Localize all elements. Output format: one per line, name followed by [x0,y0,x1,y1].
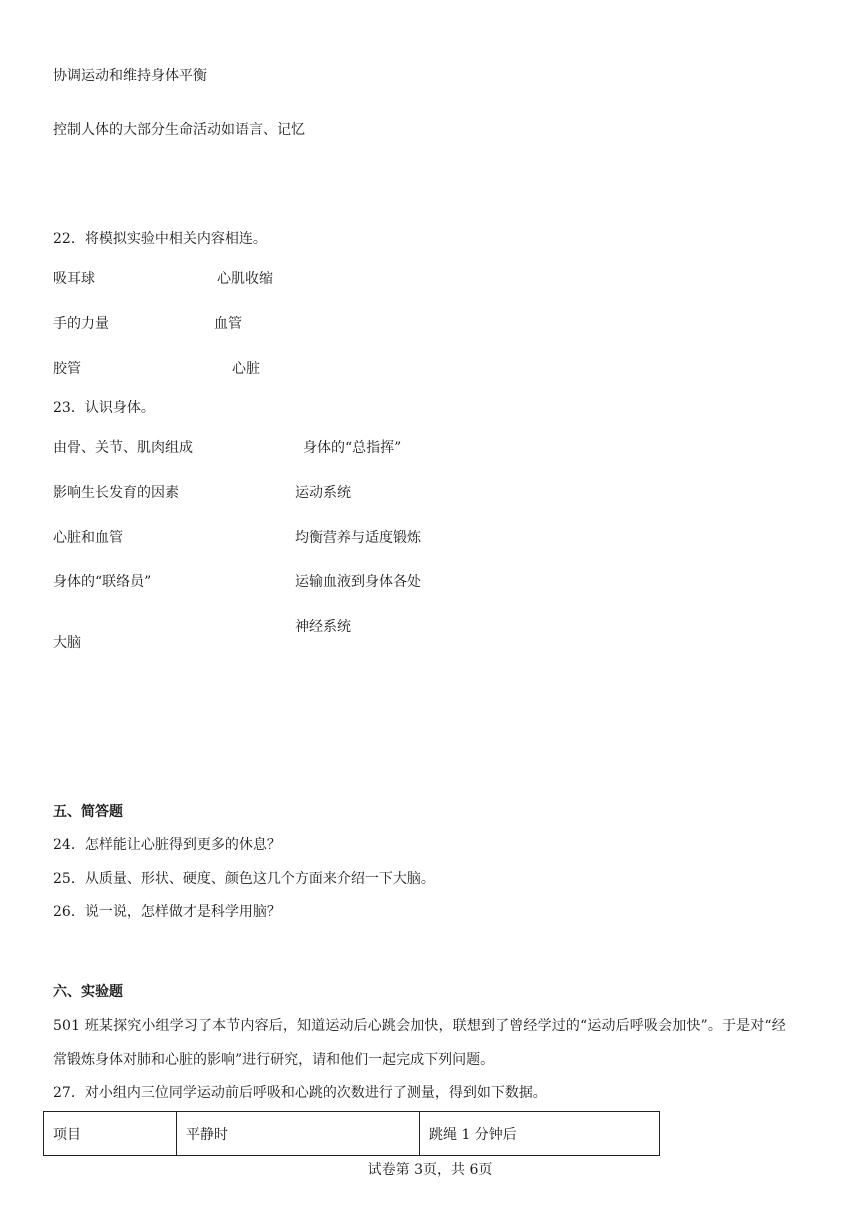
section6-intro-line1: 501 班某探究小组学习了本节内容后，知道运动后心跳会加快，联想到了曾经学过的“运动后呼吸会加快”。于是对“经 [53,1018,786,1034]
q23-right-5: 神经系统 [295,619,351,635]
table-header-item: 项目 [44,1112,177,1156]
q23-left-4: 身体的“联络员” [53,574,152,590]
q25: 25．从质量、形状、硬度、颜色这几个方面来介绍一下大脑。 [53,871,435,887]
q24: 24．怎样能让心脏得到更多的休息？ [53,837,281,853]
q26: 26．说一说，怎样做才是科学用脑？ [53,904,281,920]
q23-left-1: 由骨、关节、肌肉组成 [53,440,193,456]
q21-option-right-2: 控制人体的大部分生命活动如语言、记忆 [53,122,305,138]
q22-right-1: 心肌收缩 [217,271,273,287]
section5-title: 五、简答题 [53,804,123,820]
q21-option-right-1: 协调运动和维持身体平衡 [53,68,207,84]
table-header-row [44,1112,660,1156]
q27-stem: 27．对小组内三位同学运动前后呼吸和心跳的次数进行了测量，得到如下数据。 [53,1085,547,1101]
q22-left-2: 手的力量 [53,316,109,332]
q23-left-3: 心脏和血管 [53,530,123,546]
table-header-rest: 平静时 [177,1112,420,1156]
q22-left-3: 胶管 [53,361,81,377]
q22-left-1: 吸耳球 [53,271,95,287]
q22-stem: 22．将模拟实验中相关内容相连。 [53,231,267,247]
section6-title: 六、实验题 [53,984,123,1000]
q22-right-2: 血管 [214,316,242,332]
q23-left-5: 大脑 [53,635,81,651]
section6-intro-line2: 常锻炼身体对肺和心脏的影响”进行研究，请和他们一起完成下列问题。 [53,1052,495,1068]
page-footer: 试卷第 3页，共 6页 [367,1162,493,1178]
q23-left-2: 影响生长发育的因素 [53,485,179,501]
q23-right-1: 身体的“总指挥” [303,440,402,456]
table-header-after: 跳绳 1 分钟后 [420,1112,660,1156]
q23-right-3: 均衡营养与适度锻炼 [295,530,421,546]
q22-right-3: 心脏 [232,361,260,377]
q23-right-2: 运动系统 [295,485,351,501]
data-table [43,1111,660,1156]
q23-stem: 23．认识身体。 [53,400,155,416]
q23-right-4: 运输血液到身体各处 [295,574,421,590]
